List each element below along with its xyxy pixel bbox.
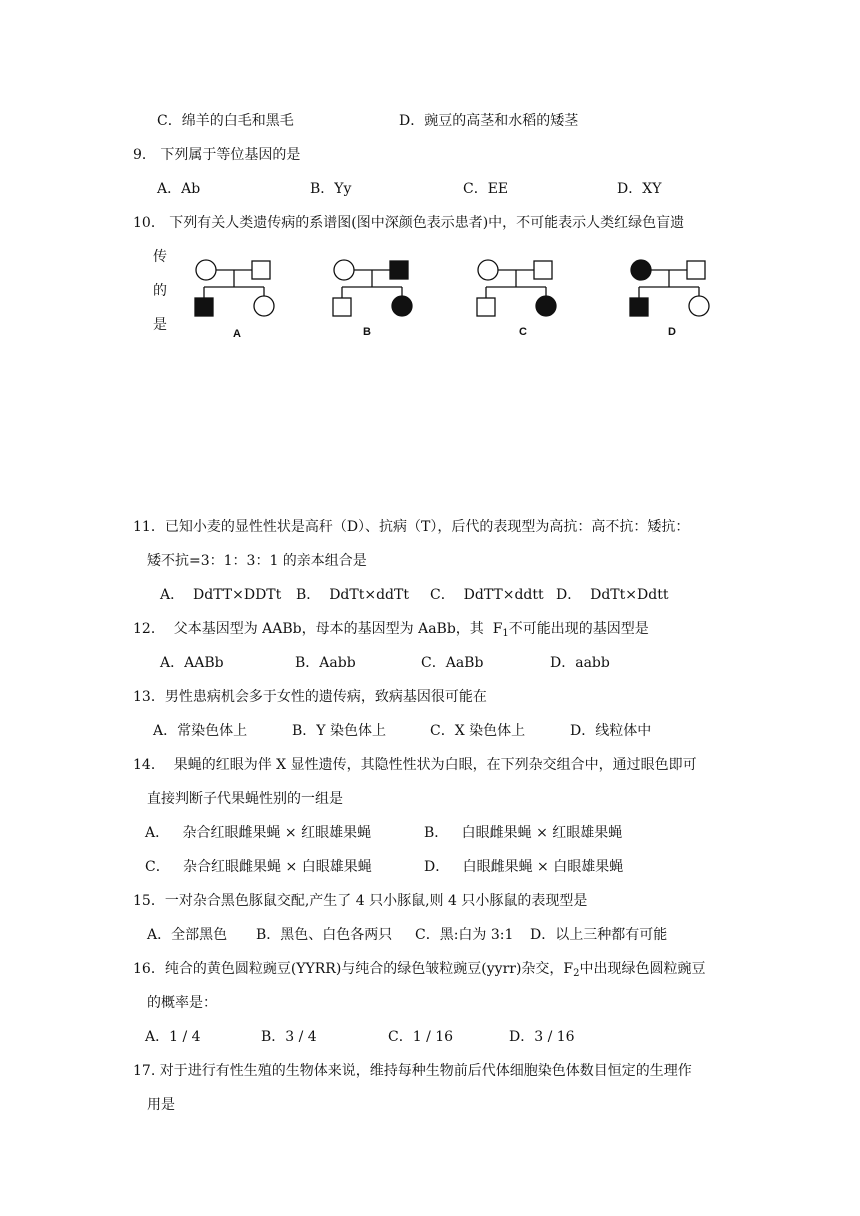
- q8-option-c: C．绵羊的白毛和黑毛: [157, 113, 294, 129]
- q11-option-d: D． DdTt×Ddtt: [556, 587, 669, 603]
- q12-stem-subscript: 1: [502, 628, 509, 639]
- pedigree-a: [190, 255, 300, 340]
- q12-option-d: D．aabb: [550, 655, 610, 671]
- q14-option-a: A． 杂合红眼雌果蝇 × 红眼雄果蝇: [145, 825, 372, 841]
- q9-option-a: A．Ab: [157, 181, 201, 197]
- pedigree-label-d: D: [668, 326, 676, 338]
- q11-option-b: B． DdTt×ddTt: [296, 587, 409, 603]
- q12-option-a: A．AABb: [160, 655, 224, 671]
- q11-option-c: C． DdTT×ddtt: [430, 587, 544, 603]
- q12-stem: 12． 父本基因型为 AABb，母本的基因型为 AaBb，其 $F_1$不可能出现的基因型是: [133, 621, 649, 639]
- q11-stem-line1: 11．已知小麦的显性性状是高秆（D）、抗病（T），后代的表现型为高抗：高不抗：矮抗：: [133, 519, 690, 535]
- q13-option-b: B．Y 染色体上: [292, 723, 386, 739]
- q13-option-c: C．X 染色体上: [430, 723, 526, 739]
- pedigree-d: [625, 255, 735, 340]
- q14-option-d: D． 白眼雌果蝇 × 白眼雄果蝇: [424, 859, 624, 875]
- q11-stem-line2: 矮不抗=3：1：3：1 的亲本组合是: [147, 553, 367, 569]
- q13-option-a: A．常染色体上: [153, 723, 248, 739]
- q13-option-d: D．线粒体中: [570, 723, 652, 739]
- q16-option-b: B．3 / 4: [261, 1029, 317, 1045]
- q16-option-d: D．3 / 16: [509, 1029, 575, 1045]
- q15-stem: 15．一对杂合黑色豚鼠交配,产生了 4 只小豚鼠,则 4 只小豚鼠的表现型是: [133, 893, 588, 909]
- q14-stem-line1: 14． 果蝇的红眼为伴 X 显性遗传，其隐性性状为白眼，在下列杂交组合中，通过眼色即可: [133, 757, 697, 773]
- q10-stem-cont-1: 传: [153, 249, 167, 265]
- q15-option-a: A．全部黑色: [147, 927, 228, 943]
- q10-stem: 10． 下列有关人类遗传病的系谱图(图中深颜色表示患者)中，不可能表示人类红绿色盲遗: [133, 215, 685, 231]
- q14-option-b: B． 白眼雌果蝇 × 红眼雄果蝇: [424, 825, 623, 841]
- q17-stem-line2: 用是: [147, 1097, 175, 1113]
- q16-option-c: C．1 / 16: [388, 1029, 454, 1045]
- q16-stem-subscript: 2: [573, 968, 580, 979]
- q16-stem-line1: 16．纯合的黄色圆粒豌豆(YYRR)与纯合的绿色皱粒豌豆(yyrr)杂交，$F_2$中出现绿色圆粒豌豆: [133, 961, 706, 979]
- q12-option-b: B．Aabb: [295, 655, 356, 671]
- q15-option-c: C．黑:白为 3:1: [415, 927, 514, 943]
- pedigree-label-a: A: [233, 328, 241, 340]
- q9-stem: 9． 下列属于等位基因的是: [133, 147, 301, 163]
- q13-stem: 13．男性患病机会多于女性的遗传病，致病基因很可能在: [133, 689, 487, 705]
- q14-option-c: C． 杂合红眼雌果蝇 × 白眼雄果蝇: [145, 859, 372, 875]
- q11-option-a: A． DdTT×DDTt: [160, 587, 282, 603]
- q9-option-b: B．Yy: [310, 181, 352, 197]
- q14-stem-line2: 直接判断子代果蝇性别的一组是: [147, 791, 343, 807]
- q16-option-a: A．1 / 4: [145, 1029, 201, 1045]
- pedigree-label-c: C: [519, 326, 527, 338]
- pedigree-b: [328, 255, 438, 340]
- q9-option-d: D．XY: [617, 181, 662, 197]
- pedigree-c: [472, 255, 582, 340]
- q12-option-c: C．AaBb: [421, 655, 484, 671]
- pedigree-label-b: B: [363, 326, 371, 338]
- q9-option-c: C．EE: [463, 181, 509, 197]
- q15-option-b: B．黑色、白色各两只: [256, 927, 393, 943]
- q16-stem-line2: 的概率是：: [147, 995, 217, 1011]
- q10-stem-cont-3: 是: [153, 317, 167, 333]
- q15-option-d: D．以上三种都有可能: [530, 927, 668, 943]
- q8-option-d: D．豌豆的高茎和水稻的矮茎: [399, 113, 579, 129]
- q17-stem-line1: 17. 对于进行有性生殖的生物体来说，维持每种生物前后代体细胞染色体数目恒定的生理作: [133, 1063, 692, 1079]
- q10-stem-cont-2: 的: [153, 283, 167, 299]
